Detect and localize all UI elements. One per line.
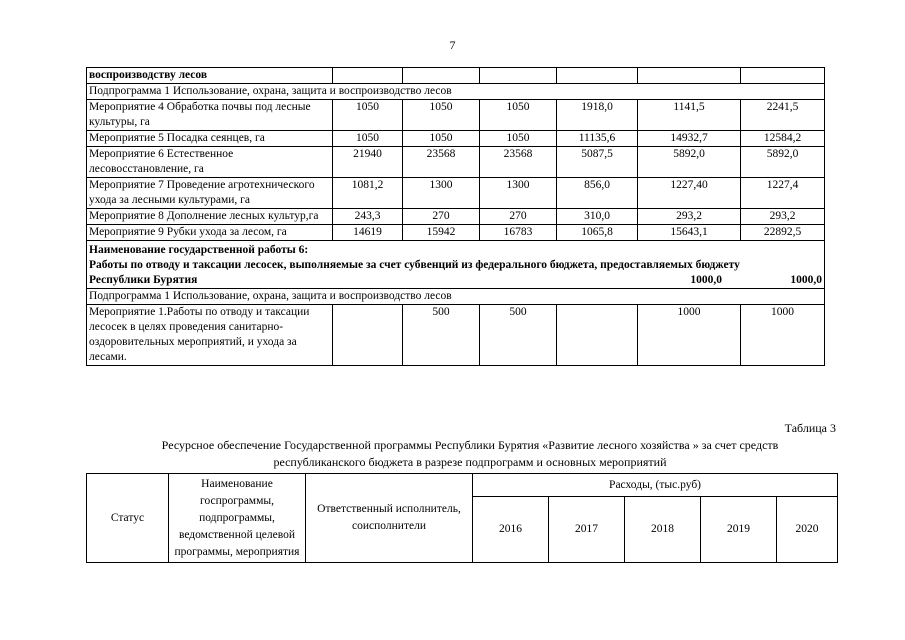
cell-value: 1081,2 — [333, 178, 403, 209]
resource-table — [86, 473, 838, 563]
cell-value: 1300 — [403, 178, 480, 209]
cell-value: 1000 — [638, 305, 741, 366]
row-label: воспроизводству лесов — [87, 68, 333, 84]
cell-value: 1300 — [480, 178, 557, 209]
cell-value: 1050 — [403, 131, 480, 147]
cell-value: 1000 — [741, 305, 825, 366]
cell-value: 5087,5 — [557, 147, 638, 178]
row-label: Мероприятие 4 Обработка почвы под лесные культуры, га — [87, 100, 333, 131]
row-label: Мероприятие 9 Рубки ухода за лесом, га — [87, 225, 333, 241]
year-header: 2020 — [777, 497, 838, 563]
cell-value: 1227,40 — [638, 178, 741, 209]
activity-rows — [87, 100, 825, 241]
table-row — [87, 100, 825, 131]
cell-value: 12584,2 — [741, 131, 825, 147]
work6-title: Наименование государственной работы 6: — [89, 244, 309, 256]
cell-value: 293,2 — [741, 209, 825, 225]
table-row — [87, 225, 825, 241]
subprogram-label: Подпрограмма 1 Использование, охрана, защита и воспроизводство лесов — [87, 84, 825, 100]
table-row — [87, 131, 825, 147]
cell-value: 5892,0 — [741, 147, 825, 178]
cell-value — [557, 305, 638, 366]
cell-value: 1050 — [480, 131, 557, 147]
expenses-header: Расходы, (тыс.руб) — [473, 474, 838, 497]
row-label: Мероприятие 5 Посадка сеянцев, га — [87, 131, 333, 147]
table-row — [87, 68, 825, 84]
year-header: 2017 — [549, 497, 625, 563]
cell-value: 23568 — [480, 147, 557, 178]
cell-value: 270 — [480, 209, 557, 225]
subprogram-row — [87, 84, 825, 100]
cell-value: 23568 — [403, 147, 480, 178]
cell-value — [333, 305, 403, 366]
executor-header: Ответственный исполнитель, соисполнители — [306, 474, 473, 563]
cell-value: 1918,0 — [557, 100, 638, 131]
table-caption-label: Таблица 3 — [784, 421, 836, 435]
row-label: Мероприятие 7 Проведение агротехнического ухода за лесными культурами, га — [87, 178, 333, 209]
cell-value: 16783 — [480, 225, 557, 241]
subprogram-row — [87, 289, 825, 305]
table-caption-title: Ресурсное обеспечение Государственной программы Республики Бурятия «Развитие лесного хозяйства » за счет средств республиканского бюджета в разрезе подпрограмм и основных мероприятий — [161, 438, 779, 469]
table-row — [87, 209, 825, 225]
subprogram-label: Подпрограмма 1 Использование, охрана, защита и воспроизводство лесов — [87, 289, 825, 305]
cell-value: 500 — [480, 305, 557, 366]
table-row — [87, 178, 825, 209]
cell-value: 1141,5 — [638, 100, 741, 131]
page-number: 7 — [449, 38, 456, 52]
row-label: Мероприятие 1.Работы по отводу и таксации лесосек в целях проведения санитарно-оздоровительных мероприятий, и ухода за лесами. — [87, 305, 333, 366]
cell-value: 2241,5 — [741, 100, 825, 131]
cell-value: 15942 — [403, 225, 480, 241]
table-row — [87, 305, 825, 366]
work6-value-1: 1000,0 — [690, 274, 722, 286]
cell-value: 1050 — [403, 100, 480, 131]
work6-description: Работы по отводу и таксации лесосек, выполняемые за счет субвенций из федерального бюджета, предоставляемых бюджету — [89, 259, 740, 271]
status-header: Статус — [87, 474, 169, 563]
cell-value: 856,0 — [557, 178, 638, 209]
cell-value: 21940 — [333, 147, 403, 178]
name-header: Наименование госпрограммы, подпрограммы, ведомственной целевой программы, мероприятия — [169, 474, 306, 563]
cell-value: 1050 — [333, 100, 403, 131]
year-header: 2016 — [473, 497, 549, 563]
cell-value: 500 — [403, 305, 480, 366]
cell-value: 14619 — [333, 225, 403, 241]
year-header: 2019 — [701, 497, 777, 563]
activities-table — [86, 67, 825, 366]
work6-value-2: 1000,0 — [790, 274, 822, 286]
cell-value: 14932,7 — [638, 131, 741, 147]
table-row — [87, 147, 825, 178]
cell-value: 270 — [403, 209, 480, 225]
cell-value: 11135,6 — [557, 131, 638, 147]
row-label: Мероприятие 8 Дополнение лесных культур,га — [87, 209, 333, 225]
cell-value: 1050 — [480, 100, 557, 131]
cell-value: 22892,5 — [741, 225, 825, 241]
cell-value: 243,3 — [333, 209, 403, 225]
work6-region: Республики Бурятия — [89, 274, 198, 286]
row-label: Мероприятие 6 Естественное лесовосстановление, га — [87, 147, 333, 178]
cell-value: 1050 — [333, 131, 403, 147]
cell-value: 1065,8 — [557, 225, 638, 241]
cell-value: 310,0 — [557, 209, 638, 225]
year-header: 2018 — [625, 497, 701, 563]
cell-value: 1227,4 — [741, 178, 825, 209]
cell-value: 5892,0 — [638, 147, 741, 178]
cell-value: 15643,1 — [638, 225, 741, 241]
work6-row — [87, 241, 825, 289]
cell-value: 293,2 — [638, 209, 741, 225]
